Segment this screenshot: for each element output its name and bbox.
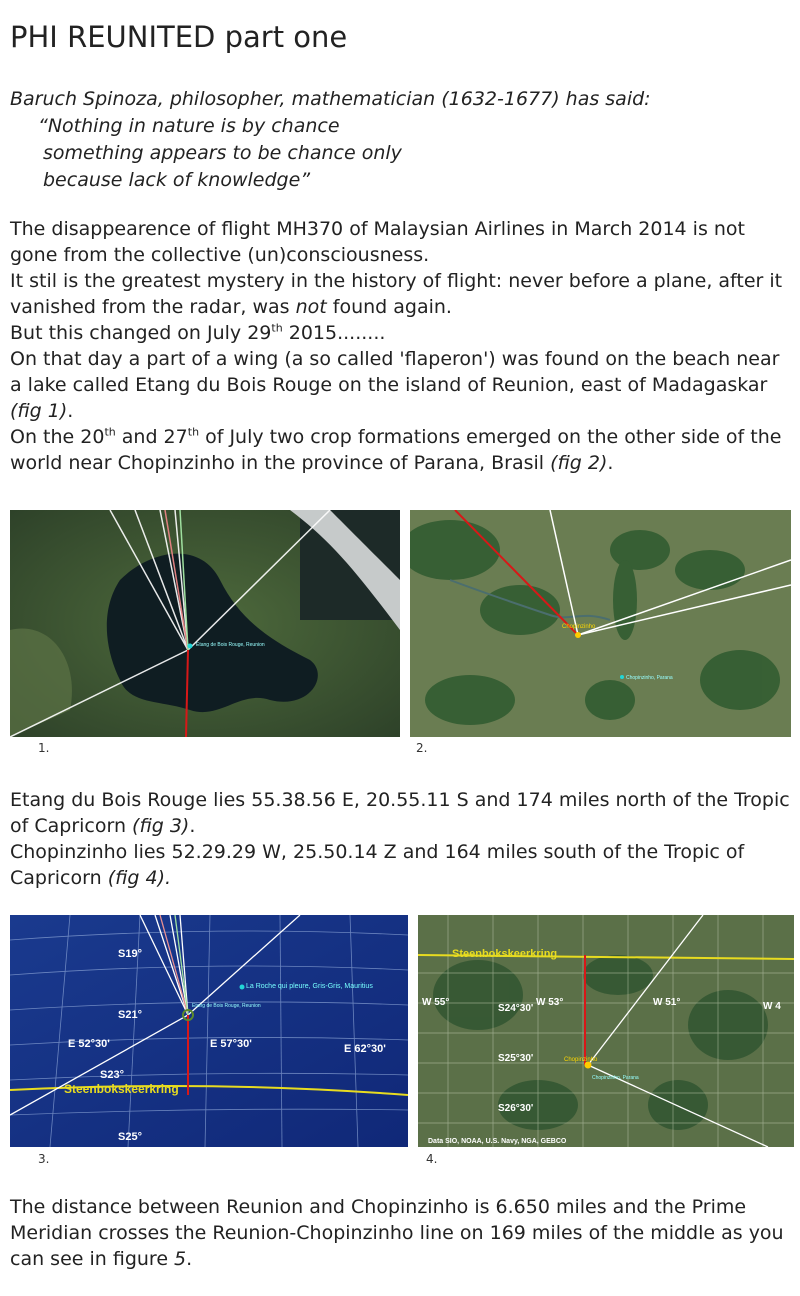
figure-2-satellite-brazil: [410, 510, 791, 737]
figure-1-caption: 1.: [38, 741, 50, 755]
para1-sup: th: [104, 425, 116, 439]
quote-line-3: because lack of knowledge”: [43, 169, 311, 191]
fig2-pin-label: Chopinzinho: [562, 624, 596, 630]
fig4-label-s26: S26°30': [498, 1103, 534, 1114]
figure-3-ocean-map: [10, 915, 408, 1147]
fig4-label-w55: W 55°: [422, 997, 450, 1008]
fig4-label-w49: W 4: [763, 1001, 781, 1012]
fig4-label-pin2: Chopinzinho, Parana: [592, 1075, 639, 1081]
fig2-reference: (fig 2): [550, 452, 608, 474]
fig3-label-s19: S19°: [118, 948, 142, 960]
fig4-label-tropic: Steenbokskeerkring: [452, 948, 558, 960]
para2-line2: Chopinzinho lies 52.29.29 W, 25.50.14 Z and 164 miles south of the Tropic of Capricorn: [10, 841, 745, 889]
fig4-label-pin: Chopinzinho: [564, 1057, 598, 1063]
figure-4-caption: 4.: [426, 1152, 438, 1166]
fig3-label-e52: E 52°30': [68, 1038, 110, 1050]
para2-line1: Etang du Bois Rouge lies 55.38.56 E, 20.55.11 S and 174 miles north of the Tropic of Capricorn: [10, 789, 790, 837]
quote-line-1: “Nothing in nature is by chance: [38, 115, 340, 137]
coordinates-paragraph: [10, 787, 790, 891]
figure-2-caption: 2.: [416, 741, 428, 755]
fig4-label-s24: S24°30': [498, 1003, 534, 1014]
spinoza-quote: [10, 86, 651, 194]
para1-line2-end: found again.: [326, 296, 452, 318]
fig4-label-w51: W 51°: [653, 997, 681, 1008]
para1-line5-cont: of July two crop formations emerged on the other side of the world near Chopinzinho in the province of Parana, Brasil: [10, 426, 782, 474]
figure-1-satellite-lake: [10, 510, 400, 737]
fig5-reference: 5: [174, 1248, 187, 1270]
para1-sup: th: [187, 425, 200, 439]
distance-paragraph: [10, 1194, 790, 1272]
fig3-reference: (fig 3): [132, 815, 190, 837]
fig3-label-e57: E 57°30': [210, 1038, 252, 1050]
fig2-pin2-label: Chopinzinho, Parana: [626, 675, 673, 681]
fig1-reference: (fig 1): [10, 400, 68, 422]
fig4-label-w53: W 53°: [536, 997, 564, 1008]
para1-sup: th: [271, 321, 283, 335]
para1-line5-mid: and 27: [115, 426, 188, 448]
para1-line1: The disappearence of flight MH370 of Malaysian Airlines in March 2014 is not gone from the collective (un)consciousness.: [10, 218, 746, 266]
fig3-label-e62: E 62°30': [344, 1043, 386, 1055]
para1-line4-end: .: [67, 400, 74, 422]
intro-paragraph: [10, 216, 790, 476]
fig3-label-pin1: La Roche qui pleure, Gris-Gris, Mauritius: [246, 983, 373, 990]
quote-attribution: Baruch Spinoza, philosopher, mathematician (1632-1677) has said:: [10, 88, 651, 110]
para1-emphasis-not: not: [295, 296, 327, 318]
fig3-label-tropic: Steenbokskeerkring: [64, 1082, 179, 1096]
fig3-label-s21: S21°: [118, 1009, 142, 1021]
fig4-data-credit: Data SIO, NOAA, U.S. Navy, NGA, GEBCO: [428, 1138, 567, 1145]
fig4-label-s25: S25°30': [498, 1053, 534, 1064]
para1-line5: On the 20: [10, 426, 105, 448]
figure-3-caption: 3.: [38, 1152, 50, 1166]
fig3-label-pin2: Etang de Bois Rouge, Reunion: [192, 1003, 261, 1009]
para3-end: .: [186, 1248, 193, 1270]
para2-line1-end: .: [189, 815, 196, 837]
para1-line3: But this changed on July 29: [10, 322, 272, 344]
fig3-label-s23: S23°: [100, 1069, 124, 1081]
para1-line5-end: .: [607, 452, 614, 474]
para1-line3-end: 2015........: [282, 322, 386, 344]
page-title: PHI REUNITED part one: [10, 20, 348, 54]
fig4-reference: (fig 4).: [107, 867, 172, 889]
para1-line2: It stil is the greatest mystery in the history of flight: never before a plane, after it vanished from the radar, was: [10, 270, 783, 318]
quote-line-2: something appears to be chance only: [43, 142, 402, 164]
fig1-pin-label: Etang de Bois Rouge, Reunion: [196, 642, 265, 648]
para3-text: The distance between Reunion and Chopinzinho is 6.650 miles and the Prime Meridian crosses the Reunion-Chopinzinho line on 169 miles of the middle as you can see in figure: [10, 1196, 784, 1270]
para1-line4: On that day a part of a wing (a so called 'flaperon') was found on the beach near a lake called Etang du Bois Rouge on the island of Reunion, east of Madagaskar: [10, 348, 780, 396]
fig3-label-s25: S25°: [118, 1131, 142, 1143]
figure-4-grid-map: [418, 915, 794, 1147]
